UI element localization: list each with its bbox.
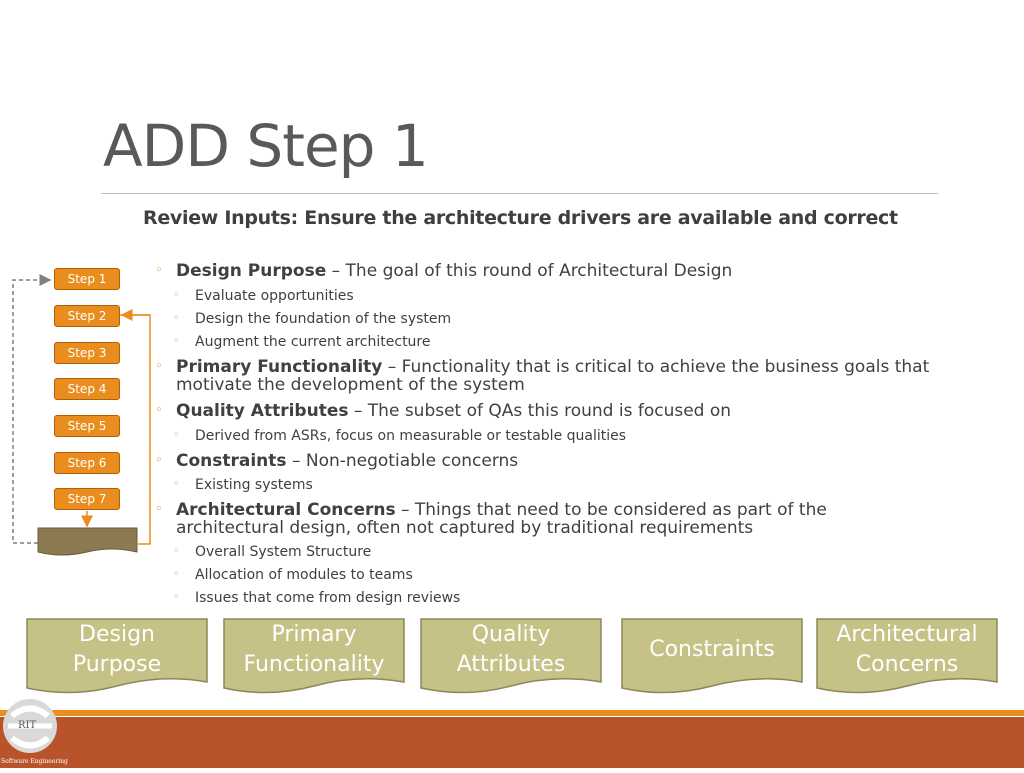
step-5-box: Step 5 xyxy=(54,415,120,437)
doc-design-purpose: Design Purpose xyxy=(26,618,208,696)
slide-subtitle: Review Inputs: Ensure the architecture drivers are available and correct xyxy=(143,207,898,229)
slide-title: ADD Step 1 xyxy=(103,112,428,180)
footer-bar xyxy=(0,717,1024,768)
doc-constraints: Constraints xyxy=(621,618,803,696)
logo-text: RIT xyxy=(18,720,37,731)
doc-quality-attributes: Quality Attributes xyxy=(420,618,602,696)
step-7-box: Step 7 xyxy=(54,488,120,510)
footer-accent-line xyxy=(0,710,1024,716)
step-1-box: Step 1 xyxy=(54,268,120,290)
step-3-box: Step 3 xyxy=(54,342,120,364)
logo-caption: Software Engineering xyxy=(1,758,68,765)
step-6-box: Step 6 xyxy=(54,452,120,474)
step-4-box: Step 4 xyxy=(54,378,120,400)
title-divider xyxy=(101,193,938,194)
step-2-box: Step 2 xyxy=(54,305,120,327)
doc-architectural-concerns: Architectural Concerns xyxy=(816,618,998,696)
doc-primary-functionality: Primary Functionality xyxy=(223,618,405,696)
rit-logo xyxy=(0,696,68,768)
